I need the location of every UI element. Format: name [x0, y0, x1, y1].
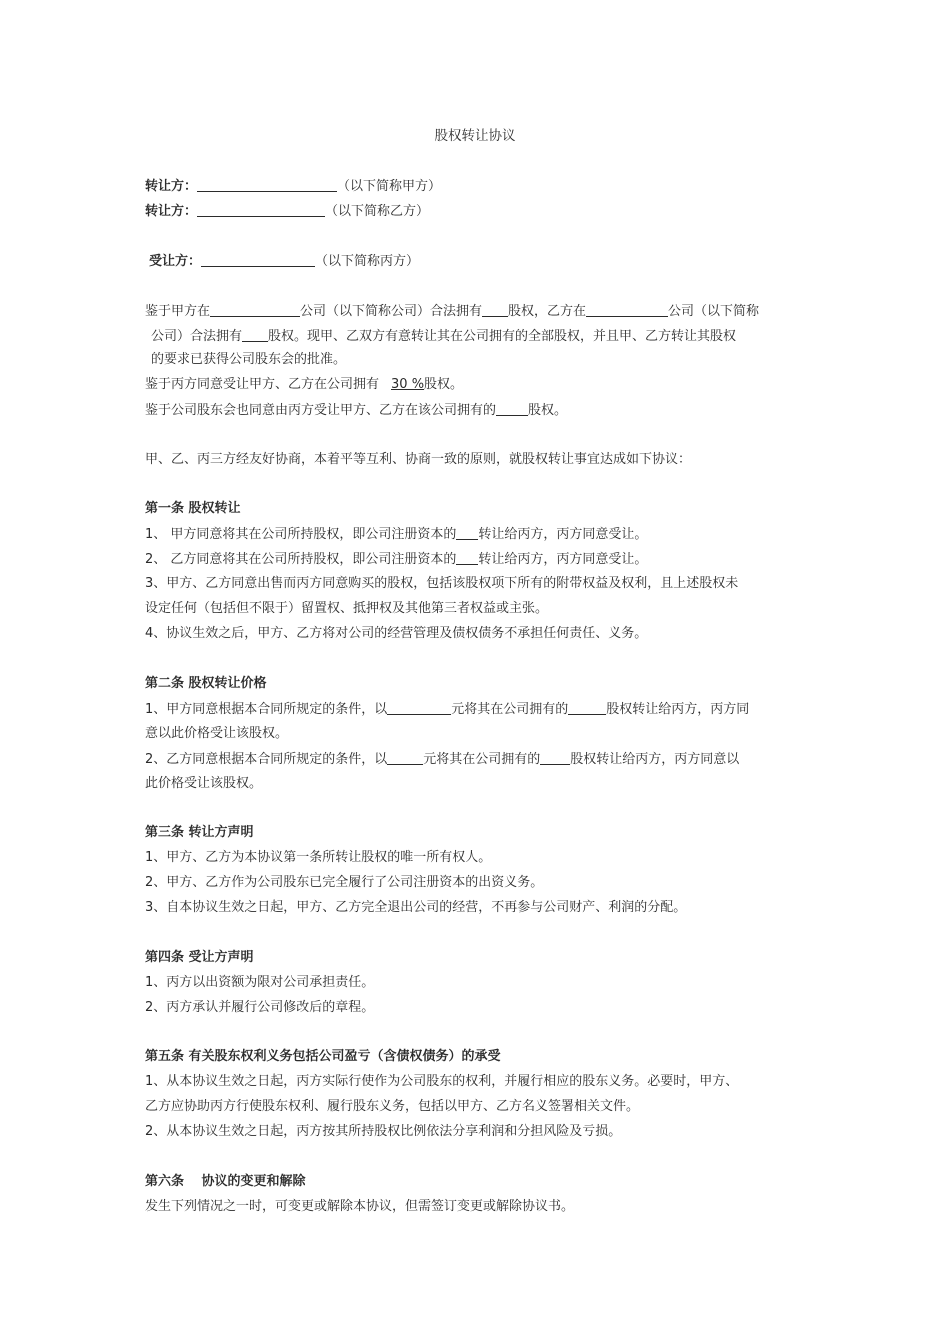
recital-line-5	[145, 401, 567, 420]
item-text: 1、甲方同意根据本合同所规定的条件，以	[145, 702, 388, 717]
party-transferee	[149, 252, 419, 271]
article-4-heading: 第四条 受让方声明	[145, 950, 254, 965]
blank	[387, 750, 423, 765]
party-a-label: 转让方：	[145, 179, 198, 194]
blank	[586, 302, 668, 317]
party-b-suffix: （以下简称乙方）	[325, 204, 430, 219]
article-2-item-2-line-2: 此价格受让该股权。	[145, 776, 263, 791]
recital-line-3: 的要求已获得公司股东会的批准。	[151, 352, 347, 367]
party-a-blank	[197, 177, 337, 192]
article-5-item-1-line-2: 乙方应协助丙方行使股东权利、履行股东义务，包括以甲方、乙方名义签署相关文件。	[145, 1099, 640, 1114]
blank	[456, 525, 478, 540]
article-3-heading: 第三条 转让方声明	[145, 825, 254, 840]
blank	[496, 401, 528, 416]
share-percent: 30 %	[391, 377, 425, 392]
intro-paragraph: 甲、乙、丙三方经友好协商，本着平等互利、协商一致的原则，就股权转让事宜达成如下协议：	[145, 452, 692, 467]
recital-text: 鉴于甲方在	[145, 304, 211, 319]
recital-text: 公司）合法拥有	[151, 329, 243, 344]
document-title: 股权转让协议	[434, 128, 516, 144]
blank	[210, 302, 300, 317]
recital-text: 股权。现甲、乙双方有意转让其在公司拥有的全部股权，并且甲、乙方转让其股权	[268, 329, 737, 344]
party-b-label: 转让方：	[145, 204, 198, 219]
article-1-item-1	[145, 525, 647, 544]
recital-text: 公司（以下简称公司）合法拥有	[300, 304, 483, 319]
blank	[242, 327, 268, 342]
item-text: 转让给丙方，丙方同意受让。	[478, 527, 648, 542]
party-b-blank	[197, 202, 325, 217]
blank	[540, 750, 570, 765]
item-text: 1、 甲方同意将其在公司所持股权，即公司注册资本的	[145, 527, 457, 542]
recital-line-4	[145, 376, 463, 394]
party-transferor-b	[145, 202, 429, 221]
recital-text: 公司（以下简称	[668, 304, 760, 319]
article-2-item-1-line-2: 意以此价格受让该股权。	[145, 726, 289, 741]
article-4-item-2: 2、丙方承认并履行公司修改后的章程。	[145, 1000, 375, 1015]
party-transferor-a	[145, 177, 441, 196]
party-a-suffix: （以下简称甲方）	[337, 179, 442, 194]
article-1-item-3-line-1: 3、甲方、乙方同意出售而丙方同意购买的股权，包括该股权项下所有的附带权益及权利，且上述股权未	[145, 576, 739, 591]
article-3-item-3: 3、自本协议生效之日起，甲方、乙方完全退出公司的经营，不再参与公司财产、利润的分配。	[145, 900, 687, 915]
party-c-suffix: （以下简称丙方）	[315, 254, 420, 269]
article-2-heading: 第二条 股权转让价格	[145, 676, 267, 691]
item-text: 2、乙方同意根据本合同所规定的条件，以	[145, 752, 388, 767]
item-text: 股权转让给丙方，丙方同	[606, 702, 750, 717]
article-2-item-2	[145, 750, 739, 769]
article-1-item-2	[145, 550, 647, 569]
blank	[482, 302, 508, 317]
article-3-item-2: 2、甲方、乙方作为公司股东已完全履行了公司注册资本的出资义务。	[145, 875, 544, 890]
recital-text: 股权。	[424, 377, 464, 392]
article-1-item-3-line-2: 设定任何（包括但不限于）留置权、抵押权及其他第三者权益或主张。	[145, 601, 549, 616]
recital-text: 鉴于公司股东会也同意由丙方受让甲方、乙方在该公司拥有的	[145, 403, 497, 418]
article-5-item-2: 2、从本协议生效之日起，丙方按其所持股权比例依法分享利润和分担风险及亏损。	[145, 1124, 622, 1139]
item-text: 元将其在公司拥有的	[451, 702, 569, 717]
party-c-label: 受让方：	[149, 254, 202, 269]
blank	[456, 550, 478, 565]
article-5-heading: 第五条 有关股东权利义务包括公司盈亏（含债权债务）的承受	[145, 1049, 501, 1064]
party-c-blank	[201, 252, 315, 267]
article-1-heading: 第一条 股权转让	[145, 501, 241, 516]
item-text: 2、 乙方同意将其在公司所持股权，即公司注册资本的	[145, 552, 457, 567]
article-6-heading: 第六条 协议的变更和解除	[145, 1174, 306, 1189]
recital-line-1	[145, 302, 759, 321]
article-6-item-1: 发生下列情况之一时，可变更或解除本协议，但需签订变更或解除协议书。	[145, 1199, 575, 1214]
article-5-item-1-line-1: 1、从本协议生效之日起，丙方实际行使作为公司股东的权利，并履行相应的股东义务。必要时，甲方、	[145, 1074, 739, 1089]
item-text: 股权转让给丙方，丙方同意以	[570, 752, 740, 767]
recital-line-2	[151, 327, 736, 346]
item-text: 元将其在公司拥有的	[423, 752, 541, 767]
article-2-item-1	[145, 700, 749, 719]
article-4-item-1: 1、丙方以出资额为限对公司承担责任。	[145, 975, 375, 990]
article-1-item-4: 4、协议生效之后，甲方、乙方将对公司的经营管理及债权债务不承担任何责任、义务。	[145, 626, 648, 641]
recital-text: 股权。	[528, 403, 568, 418]
blank	[568, 700, 606, 715]
item-text: 转让给丙方，丙方同意受让。	[478, 552, 648, 567]
article-3-item-1: 1、甲方、乙方为本协议第一条所转让股权的唯一所有权人。	[145, 850, 492, 865]
recital-text: 鉴于丙方同意受让甲方、乙方在公司拥有	[145, 377, 380, 392]
recital-text: 股权，乙方在	[508, 304, 587, 319]
blank	[387, 700, 451, 715]
